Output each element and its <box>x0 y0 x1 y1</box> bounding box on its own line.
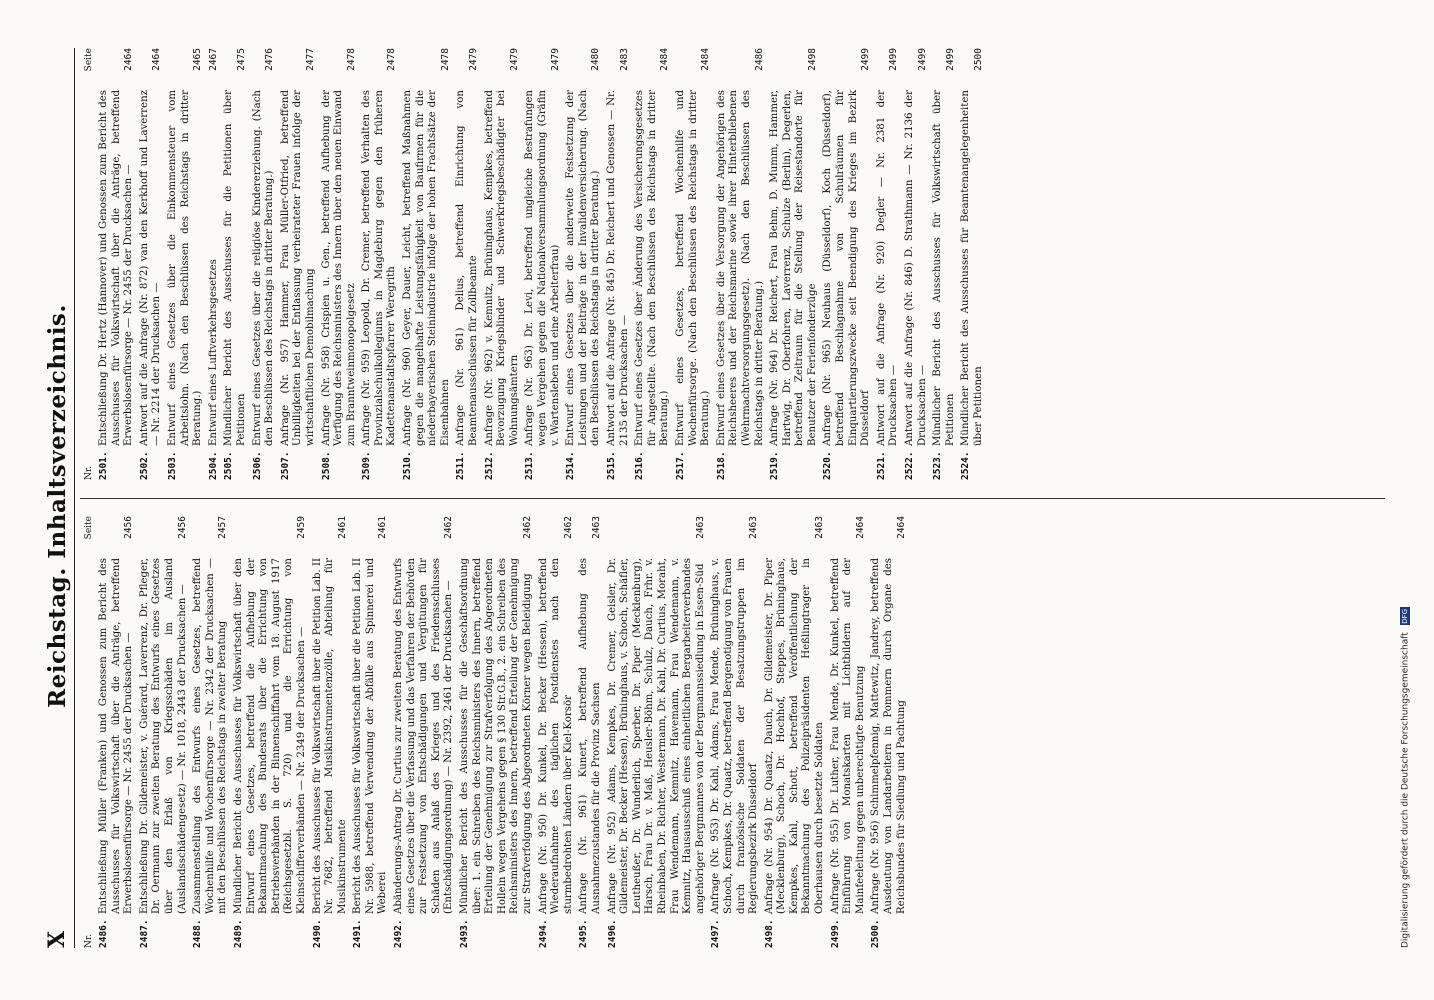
entry-number: 2507. <box>279 451 291 480</box>
entry-number: 2501. <box>98 451 109 480</box>
entry-number: 2523. <box>932 451 944 480</box>
entry-number: 2489. <box>232 919 244 948</box>
entry-text: Entwurf eines Gesetzes über die Versorgung der Angehörigen des Reichsheeres und der Reichsmarine sowie ihrer Hinterbliebenen (Wehrmachtversorgungsgesetz). (Nach den Beschlüssen des Reichstags in dritter Beratung.) <box>715 90 765 446</box>
right-column <box>84 48 1384 480</box>
entry-text: Entwurf eines Gesetzes über die Einkommensteuer vom Arbeitslohn. (Nach den Beschlüssen des Reichstags in dritter Beratung.) <box>166 90 204 446</box>
entry-text: Anfrage (Nr. 955) Dr. Luther, Frau Mende, Dr. Kunkel, betreffend Einführung von Monatskarten mit Lichtbildern auf der Mainfeeleitung gegen unberechtigte Benutzung <box>829 558 866 914</box>
entry-number: 2516. <box>634 451 646 480</box>
entry-text: Antwort auf die Anfrage (Nr. 845) Dr. Reichert und Genossen — Nr. 2135 der Drucksachen — <box>605 90 630 446</box>
entry-text: Entwurf eines Gesetzes über die religiöse Kindererziehung. (Nach den Beschlüssen des Reichstags in dritter Beratung.) <box>251 90 276 446</box>
index-entry <box>280 48 318 480</box>
entry-number: 2522. <box>904 451 916 480</box>
entry-page: 2462 <box>562 516 574 539</box>
entry-text: Antwort auf die Anfrage (Nr. 846) D. Strathmann — Nr. 2136 der Drucksachen — <box>904 90 928 446</box>
entry-number: 2511. <box>455 451 467 480</box>
entry-number: 2497. <box>710 919 722 948</box>
entry-page: 2479 <box>508 48 520 71</box>
index-entry <box>167 48 205 480</box>
entry-text: Mündlicher Bericht des Ausschusses für Volkswirtschaft über den Entwurf eines Gesetzes, betreffend die Aufhebung der Bekanntmachung des Bundesrats über die Errichtung von Betriebsverbänden in der Binnenschiffahrt vom 18. August 1917 (Reichsgesetzbl. S. 720) und die Errichtung von Kleinschifferverbänden — Nr. 2349 der Drucksachen — <box>232 558 307 914</box>
entry-number: 2491. <box>352 919 364 948</box>
entry-number: 2494. <box>537 919 549 948</box>
index-entry <box>764 516 827 948</box>
index-entry <box>252 48 277 480</box>
left-column-header <box>84 516 98 948</box>
index-entry <box>904 48 929 480</box>
entry-page: 2465 <box>192 48 204 71</box>
entry-number: 2518. <box>715 451 727 480</box>
index-entry <box>876 48 901 480</box>
entry-page: 2456 <box>123 516 135 539</box>
entry-text: Bericht des Ausschusses für Volkswirtschaft über die Petition Lab. II Nr. 5988, betreffend Verwendung der Abfälle aus Spinnerei und Weberei <box>352 558 389 914</box>
entry-page: 2463 <box>590 516 602 539</box>
credit-text: Digitalisierung gefördert durch die Deutsche Forschungsgemeinschaft <box>1400 632 1411 948</box>
entry-text: Anfrage (Nr. 950) Dr. Kunkel, Dr. Becker (Hessen), betreffend Wiederaufnahme des täglichen Postdienstes nach den sturmbedrohten Ländern über Kiel-Korsör <box>537 558 574 914</box>
index-entry <box>208 48 221 480</box>
entry-number: 2495. <box>578 919 590 948</box>
index-entry <box>352 516 390 948</box>
entry-text: Anfrage (Nr. 954) Dr. Quaatz, Dauch, Dr. Gildemeister, Dr. Piper (Mecklenburg), Schoch, Dr. Hochhof, Steppes, Brüninghaus, Kempkes, Kahl, Schott, betreffend Veröffentlichung der Bekanntmachung des Polizeipräsidenten Heßlingtrager in Oberhausen durch besetzte Soldaten <box>763 558 826 914</box>
entry-number: 2506. <box>251 451 263 480</box>
entry-text: Anfrage (Nr. 963) Dr. Levi, betreffend ungleiche Bestrafungen wegen Vergehen gegen die Nationalversammlungsordnung (Gräfin v. Wartensleben und eine Arbeiterfrau) <box>524 90 561 446</box>
index-entry <box>524 48 562 480</box>
entry-page: 2484 <box>659 48 671 71</box>
entry-number: 2517. <box>674 451 686 480</box>
entry-number: 2510. <box>402 451 414 480</box>
column-divider <box>80 498 1385 499</box>
dfg-logo: DFG <box>1401 608 1409 624</box>
entry-number: 2504. <box>207 451 219 480</box>
entry-page: 2461 <box>377 516 389 539</box>
index-entry <box>710 516 760 948</box>
entry-page: 2475 <box>235 48 247 71</box>
entry-page: 2479 <box>468 48 480 71</box>
entry-page: 2478 <box>439 48 451 71</box>
entry-text: Mündlicher Bericht des Ausschusses für Beamtenangelegenheiten über Petitionen <box>960 90 984 446</box>
entry-number: 2509. <box>361 451 373 480</box>
entry-number: 2513. <box>524 451 536 480</box>
index-entry <box>233 516 309 948</box>
seite-label: Seite <box>84 48 94 72</box>
entry-number: 2499. <box>829 919 841 948</box>
entry-number: 2508. <box>320 451 332 480</box>
entry-text: Mündlicher Bericht des Ausschusses für die Geschäftsordnung über: 1. ein Schreiben des Reichsministers des Innern, betreffend Erteilung der Genehmigung zur Strafverfolgung des Abgeordneten Hollein wegen Vergehens gegen § 130 Str.G.B., 2. ein Schreiben des Reichsministers des Innern, betreffend Erteilung der Genehmigung zur Strafverfolgung des Abgeordneten Körner wegen Beleidigung <box>459 558 533 914</box>
entry-page: 2463 <box>814 516 826 539</box>
index-entry <box>361 48 399 480</box>
index-entry <box>139 516 189 948</box>
entry-text: Anfrage (Nr. 961) Kunert, betreffend Aufhebung des Ausnahmezustandes für die Provinz Sachsen <box>578 558 602 914</box>
index-entry <box>830 516 868 948</box>
entry-text: Mündlicher Bericht des Ausschusses für Volkswirtschaft über Petitionen <box>932 90 956 446</box>
page-roman-numeral: X <box>44 930 70 948</box>
entry-text: Antwort auf die Anfrage (Nr. 872) van den Kerkhoff und Laverrenz — Nr. 2214 der Drucksachen — <box>138 90 163 446</box>
entry-number: 2521. <box>875 451 887 480</box>
entry-number: 2498. <box>763 919 775 948</box>
index-entry <box>538 516 576 948</box>
entry-number: 2512. <box>483 451 495 480</box>
index-entry <box>98 48 136 480</box>
page-header <box>40 48 75 948</box>
right-column-header <box>84 48 98 480</box>
digitization-credit <box>1400 0 1416 948</box>
entry-number: 2496. <box>606 919 618 948</box>
index-entry <box>455 48 480 480</box>
entry-page: 2499 <box>888 48 900 71</box>
entry-text: Anfrage (Nr. 952) Adams, Kempkes, Dr. Cremer, Geisler, Dr. Gildemeister, Dr. Becker (Hessen), Brüninghaus, v. Schoch, Schäfler, Leutheußer, Dr. Wunderlich, Sperber, Dr. Piper (Mecklenburg), Harsch, Frau Dr. v. Maß, Heusler-Böhm, Schulz, Dauch, Frhr. v. Rheinbaben, Dr. Richter, Westermann, Dr. Kahl, Dr. Curtius, Moraht, Frau Wendemann, Kemnitz, Havemann, Frau Wendemann, v. Kemnitz, Hausausschuß eines einheitlichen Bergarbeiterverbandes angehöriger Bergmannes von der Bergmannssiedlung in Essen-Süd <box>606 558 706 914</box>
index-entry <box>607 516 708 948</box>
entry-text: Entschließung Dr. Gildemeister, v. Guérard, Laverrenz, Dr. Pfleger, Dr. Oermann zur zweiten Beratung des Entwurfs eines Gesetzes über den Erlaß von Kriegsschäden im Ausland (Auslandsschädengesetz) — Nr. 1018, 2443 der Drucksachen — <box>138 558 188 914</box>
entry-page: 2483 <box>618 48 630 71</box>
entry-page: 2459 <box>295 516 307 539</box>
entry-number: 2514. <box>565 451 577 480</box>
entry-number: 2520. <box>822 451 834 480</box>
entry-page: 2499 <box>860 48 872 71</box>
entry-page: 2484 <box>700 48 712 71</box>
entry-number: 2492. <box>393 919 405 948</box>
index-entry <box>565 48 603 480</box>
index-entry <box>769 48 819 480</box>
index-entry <box>139 48 164 480</box>
entry-page: 2464 <box>151 48 163 71</box>
index-entry <box>822 48 872 480</box>
entry-page: 2464 <box>895 516 907 539</box>
entry-text: Mündlicher Bericht des Ausschusses für die Petitionen über Petitionen <box>223 90 247 446</box>
entry-page: 2457 <box>217 516 229 539</box>
index-entry <box>192 516 230 948</box>
index-entry <box>634 48 672 480</box>
entry-page: 2478 <box>386 48 398 71</box>
index-entry <box>870 516 908 948</box>
entry-page: 2462 <box>443 516 455 539</box>
entry-number: 2502. <box>138 451 150 480</box>
entry-page: 2463 <box>694 516 706 539</box>
entry-text: Anfrage (Nr. 953) Dr. Kahl, Adams, Frau Mende, Brüninghaus, v. Schoch, Kempkes, Dr. Quaatz, betreffend Bergenotigung von Frauen durch französische Soldaten der Besatzungstruppen im Regierungsbezirk Düsseldorf <box>710 558 760 914</box>
index-entry <box>312 516 350 948</box>
entry-text: Anfrage (Nr. 956) Schimmelpfennig, Mattewitz, Jandrey, betreffend Ausdeutung von Landarbeitern in Pommern durch Organe des Reichsbundes für Siedlung und Pachtung <box>870 558 907 914</box>
entry-text: Anfrage (Nr. 957) Hammer, Frau Müller-Otfried, betreffend Unbilligkeiten bei der Entlassung verheirateter Frauen infolge der wirtschaftlichen Demobilmachung <box>279 90 316 446</box>
index-entry <box>578 516 603 948</box>
index-page <box>40 48 1390 948</box>
index-entry <box>223 48 248 480</box>
entry-page: 2476 <box>264 48 276 71</box>
entry-page: 2477 <box>304 48 316 71</box>
entry-text: Entwurf eines Gesetzes, betreffend Wochenhilfe und Wochenfürsorge. (Nach den Beschlüssen des Reichstags in dritter Beratung.) <box>674 90 712 446</box>
entry-text: Bericht des Ausschusses für Volkswirtschaft über die Petition Lab. II Nr. 7682, betreffend Musikinstrumentenzölle, Abteilung für Musikinstrumente <box>311 558 348 914</box>
entry-text: Entschließung Dr. Hertz (Hannover) und Genossen zum Bericht des Ausschusses für Volkswirtschaft über die Anträge, betreffend Erwerbslosenfürsorge — Nr. 2455 der Drucksachen — <box>98 90 135 446</box>
entry-number: 2515. <box>605 451 617 480</box>
entry-page: 2486 <box>753 48 765 71</box>
entry-text: Anfrage (Nr. 959) Leopold, Dr. Cremer, betreffend Verhalten des Provinzialschulkollegiums in Magdeburg gegen den früheren Kadettenanstaltspfarrer Weregrith <box>361 90 398 446</box>
index-entry <box>960 48 985 480</box>
entry-text: Anfrage (Nr. 964) Dr. Reichert, Frau Behm, D. Mumm, Hammer, Hartwig, Dr. Oberfohren, Laverrenz, Schulze (Berlin), Degerlen, betreffend Zeitraum für die Stellung der Reisestandorte für Benutzer der Ferienfonderzüge <box>769 90 818 446</box>
index-entry <box>484 48 522 480</box>
entry-text: Anfrage (Nr. 962) v. Kemnitz, Brüninghaus, Kempkes, betreffend Bevorzugung Kriegsblinder und Schwerkriegsbeschädigter bei Wohnungsämtern <box>483 90 520 446</box>
nr-label: Nr. <box>84 933 94 948</box>
entry-page: 2464 <box>854 516 866 539</box>
entry-text: Anfrage (Nr. 961) Delius, betreffend Einrichtung von Beamtenausschüssen für Zollbeamte <box>455 90 480 446</box>
entry-page: 2467 <box>207 48 219 71</box>
entry-page: 2499 <box>944 48 956 71</box>
entry-page: 2463 <box>748 516 760 539</box>
entry-text: Entwurf eines Gesetzes über Änderung des Versicherungsgesetzes für Angestellte. (Nach den Beschlüssen des Reichstags in dritter Beratung.) <box>634 90 671 446</box>
entry-text: Zusammenstellung des Entwurfs eines Gesetzes, betreffend Wochenhilfe und Wochenfürsorge — Nr. 2342 der Drucksachen — mit den Beschlüssen des Reichstags in zweiter Beratung <box>192 558 229 914</box>
index-entry <box>716 48 766 480</box>
entry-number: 2486. <box>98 919 109 948</box>
entry-page: 2480 <box>590 48 602 71</box>
entry-page: 2479 <box>549 48 561 71</box>
entry-text: Anfrage (Nr. 965) Neuhaus (Düsseldorf), Koch (Düsseldorf), betreffend Beschlagnahme von Schulräumen für Einquartierungszwecke seit Beendigung des Krieges im Bezirk Düsseldorf <box>822 90 872 446</box>
seite-label: Seite <box>84 516 94 540</box>
entry-number: 2505. <box>223 451 235 480</box>
entry-page: 2456 <box>176 516 188 539</box>
entry-number: 2500. <box>870 919 882 948</box>
nr-label: Nr. <box>84 465 94 480</box>
index-entry <box>98 516 136 948</box>
entry-text: Anfrage (Nr. 958) Crispien u. Gen., betreffend Aufhebung der Verfügung des Reichsministers des Innern über den neuen Einwand zum Branntweinmonopolgesetz <box>320 90 357 446</box>
entry-page: 2498 <box>806 48 818 71</box>
page-title: Reichstag. Inhaltsverzeichnis. <box>44 304 71 708</box>
index-entry <box>675 48 713 480</box>
entry-page: 2478 <box>345 48 357 71</box>
index-entry <box>932 48 957 480</box>
entry-number: 2524. <box>960 451 972 480</box>
entry-text: Entwurf eines Gesetzes über die anderweite Festsetzung der Leistungen und der Beiträge in der Invalidenversicherung. (Nach den Beschlüssen des Reichstags in dritter Beratung.) <box>565 90 602 446</box>
index-entry <box>321 48 359 480</box>
entry-text: Entschließung Müller (Franken) und Genossen zum Bericht des Ausschusses für Volkswirtschaft über die Anträge, betreffend Erwerbslosenfürsorge — Nr. 2455 der Drucksachen — <box>98 558 135 914</box>
entry-number: 2488. <box>192 919 204 948</box>
entry-number: 2487. <box>138 919 150 948</box>
index-entry <box>459 516 535 948</box>
entry-text: Abänderungs-Antrag Dr. Curtius zur zweiten Beratung des Entwurfs eines Gesetzes über die Verfassung und das Verfahren der Behörden zur Festsetzung von Entschädigungen und Vergütungen für Schäden aus Anlaß des Krieges und des Friedensschlusses (Entschädigungsordnung) — Nr. 2392, 2461 der Drucksachen — <box>393 558 455 914</box>
entry-number: 2490. <box>311 919 323 948</box>
entry-page: 2500 <box>973 48 984 71</box>
entry-page: 2499 <box>916 48 928 71</box>
entry-text: Antwort auf die Anfrage (Nr. 920) Degler — Nr. 2381 der Drucksachen — <box>875 90 900 446</box>
entry-number: 2493. <box>459 919 471 948</box>
index-entry <box>606 48 631 480</box>
entry-number: 2519. <box>769 451 781 480</box>
entry-page: 2461 <box>336 516 348 539</box>
index-entry <box>402 48 452 480</box>
entry-page: 2464 <box>123 48 135 71</box>
entry-text: Anfrage (Nr. 960) Geyer, Dauer, Leicht, betreffend Maßnahmen gegen die mangelhafte Leistungsfähigkeit von Baufirmen für die niederbayerischen Steinindustrie infolge der hohen Frachtsätze der Eisenbahnen <box>402 90 451 446</box>
index-entry <box>393 516 456 948</box>
entry-text: Entwurf eines Luftverkehrsgesetzes <box>207 259 219 446</box>
left-column <box>84 516 1384 948</box>
entry-number: 2503. <box>166 451 178 480</box>
entry-page: 2462 <box>522 516 533 539</box>
